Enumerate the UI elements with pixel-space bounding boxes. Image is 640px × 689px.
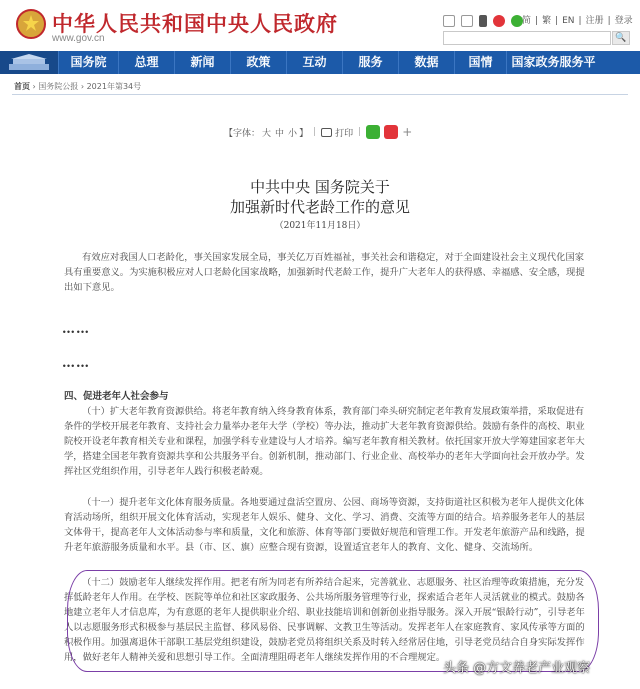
breadcrumb-gazette[interactable]: 国务院公报	[38, 82, 79, 91]
font-size-close: 】	[299, 128, 309, 139]
weibo-icon[interactable]	[493, 15, 505, 27]
link-sep: |	[607, 16, 611, 26]
weibo-share-icon[interactable]	[384, 125, 398, 139]
nav-item-gov-service-platform[interactable]: 国家政务服务平台	[506, 51, 600, 74]
section-heading: 四、促进老年人社会参与	[64, 391, 169, 402]
font-size-label: 【字体：	[224, 128, 261, 139]
tools-divider: |	[313, 127, 317, 137]
link-traditional[interactable]: 繁	[542, 16, 552, 26]
print-icon[interactable]	[321, 128, 332, 137]
print-button[interactable]: 打印	[335, 128, 354, 139]
nav-item-policy[interactable]: 政策	[230, 51, 286, 74]
site-url: www.gov.cn	[52, 33, 105, 44]
breadcrumb-sep: ›	[32, 82, 36, 91]
font-size-small[interactable]: 小	[288, 128, 298, 139]
image-icon[interactable]	[461, 15, 473, 27]
breadcrumb-sep: ›	[80, 82, 85, 91]
link-login[interactable]: 登录	[614, 16, 633, 26]
tools-divider: |	[358, 127, 362, 137]
share-icon-row	[443, 14, 523, 28]
link-simplified[interactable]: 简	[522, 16, 532, 26]
site-title[interactable]: 中华人民共和国中央人民政府	[52, 12, 338, 36]
mobile-icon[interactable]	[479, 15, 487, 27]
nav-item-national-conditions[interactable]: 国情	[454, 51, 506, 74]
ellipsis: ……	[62, 356, 90, 371]
link-register[interactable]: 注册	[585, 16, 604, 26]
font-size-medium[interactable]: 中	[275, 128, 285, 139]
article-tools	[224, 124, 412, 140]
paragraph-11: （十一）提升老年文化体育服务质量。各地要通过盘活空置房、公园、商场等资源，支持街道社区积极为老年人提供文化体育活动场所，组织开展文化体育活动，实现老年人娱乐、健身、文化、学习、消费、交流等方面的结合。培养服务老年人的基层文体骨干，提高老年人文体活动参与率和质量，文化和旅游、体育等部门要做好规范和管理工作。开发老年旅游产品和线路，提升老年旅游服务质量和水平。县（市、区、旗）应整合现有资源，设置适宜老年人的教育、文化、健身、交流场所。	[64, 497, 585, 553]
doc-date: （2021年11月18日）	[274, 221, 366, 231]
intro-paragraph: 有效应对我国人口老龄化，事关国家发展全局，事关亿万百姓福祉，事关社会和谐稳定，对于全面建设社会主义现代化国家具有重要意义。为实施积极应对人口老龄化国家战略，加强新时代老龄工作，提升广大老年人的获得感、幸福感、安全感，现提出如下意见。	[64, 252, 585, 293]
nav-item-data[interactable]: 数据	[398, 51, 454, 74]
nav-item-service[interactable]: 服务	[342, 51, 398, 74]
doc-title-line1: 中共中央 国务院关于	[250, 178, 390, 196]
doc-title-line2: 加强新时代老龄工作的意见	[229, 198, 410, 216]
paragraph-12: （十二）鼓励老年人继续发挥作用。把老有所为同老有所养结合起来，完善就业、志愿服务、社区治理等政策措施，充分发挥低龄老年人作用。在学校、医院等单位和社区家政服务、公共场所服务管理等行业，探索适合老年人灵活就业的模式。鼓励各地建立老年人才信息库，为有意愿的老年人提供职业介绍、职业技能培训和创新创业指导服务。深入开展“银龄行动”，引导老年人以志愿服务形式积极参与基层民主监督、移风易俗、民事调解、文教卫生等活动。发挥老年人在家庭教育、家风传承等方面的积极作用。加强离退休干部职工基层党组织建设，鼓励老党员将组织关系及时转入经常居住地，引导老党员结合自身实际发挥作用，做好老年人精神关爱和思想引导工作。全面清理阻碍老年人继续发挥作用的不合理规定。	[64, 577, 585, 663]
link-sep: |	[578, 16, 582, 26]
more-share-button[interactable]: +	[402, 125, 413, 139]
font-size-large[interactable]: 大	[262, 128, 272, 139]
paragraph-10: （十）扩大老年教育资源供给。将老年教育纳入终身教育体系，教育部门牵头研究制定老年教育发展政策举措，采取促进有条件的学校开展老年教育、支持社会力量举办老年大学（学校）等办法，推动扩大老年教育资源供给。鼓励有条件的高校、职业院校开设老年教育相关专业和课程，加强学科专业建设与人才培养。编写老年教育相关教材。依托国家开放大学筹建国家老年大学，搭建全国老年教育资源共享和公共服务平台。创新机制，推动部门、行业企业、高校举办的老年大学面向社会开放办学。发挥社区党组织作用，引导老年人践行积极老龄观。	[64, 406, 585, 477]
wechat-share-icon[interactable]	[366, 125, 380, 139]
breadcrumb-home[interactable]: 首页	[14, 82, 30, 91]
search-button[interactable]: 🔍	[612, 31, 630, 45]
link-sep: |	[555, 16, 559, 26]
nav-item-state-council[interactable]: 国务院	[58, 51, 118, 74]
link-english[interactable]: EN	[562, 16, 575, 26]
nav-item-news[interactable]: 新闻	[174, 51, 230, 74]
watermark: 头条 @方文养老产业观察	[443, 660, 591, 676]
national-emblem-icon[interactable]	[16, 9, 46, 39]
breadcrumb	[14, 81, 141, 92]
nav-item-premier[interactable]: 总理	[118, 51, 174, 74]
ellipsis: ……	[62, 322, 90, 337]
divider	[12, 94, 628, 95]
mail-icon[interactable]	[443, 15, 455, 27]
nav-item-interaction[interactable]: 互动	[286, 51, 342, 74]
search-input[interactable]	[443, 31, 611, 45]
language-login-links	[520, 13, 635, 26]
link-sep: |	[535, 16, 539, 26]
site-header	[0, 0, 640, 50]
breadcrumb-issue[interactable]: 2021年第34号	[86, 82, 142, 91]
nav-home-icon[interactable]	[0, 51, 58, 74]
